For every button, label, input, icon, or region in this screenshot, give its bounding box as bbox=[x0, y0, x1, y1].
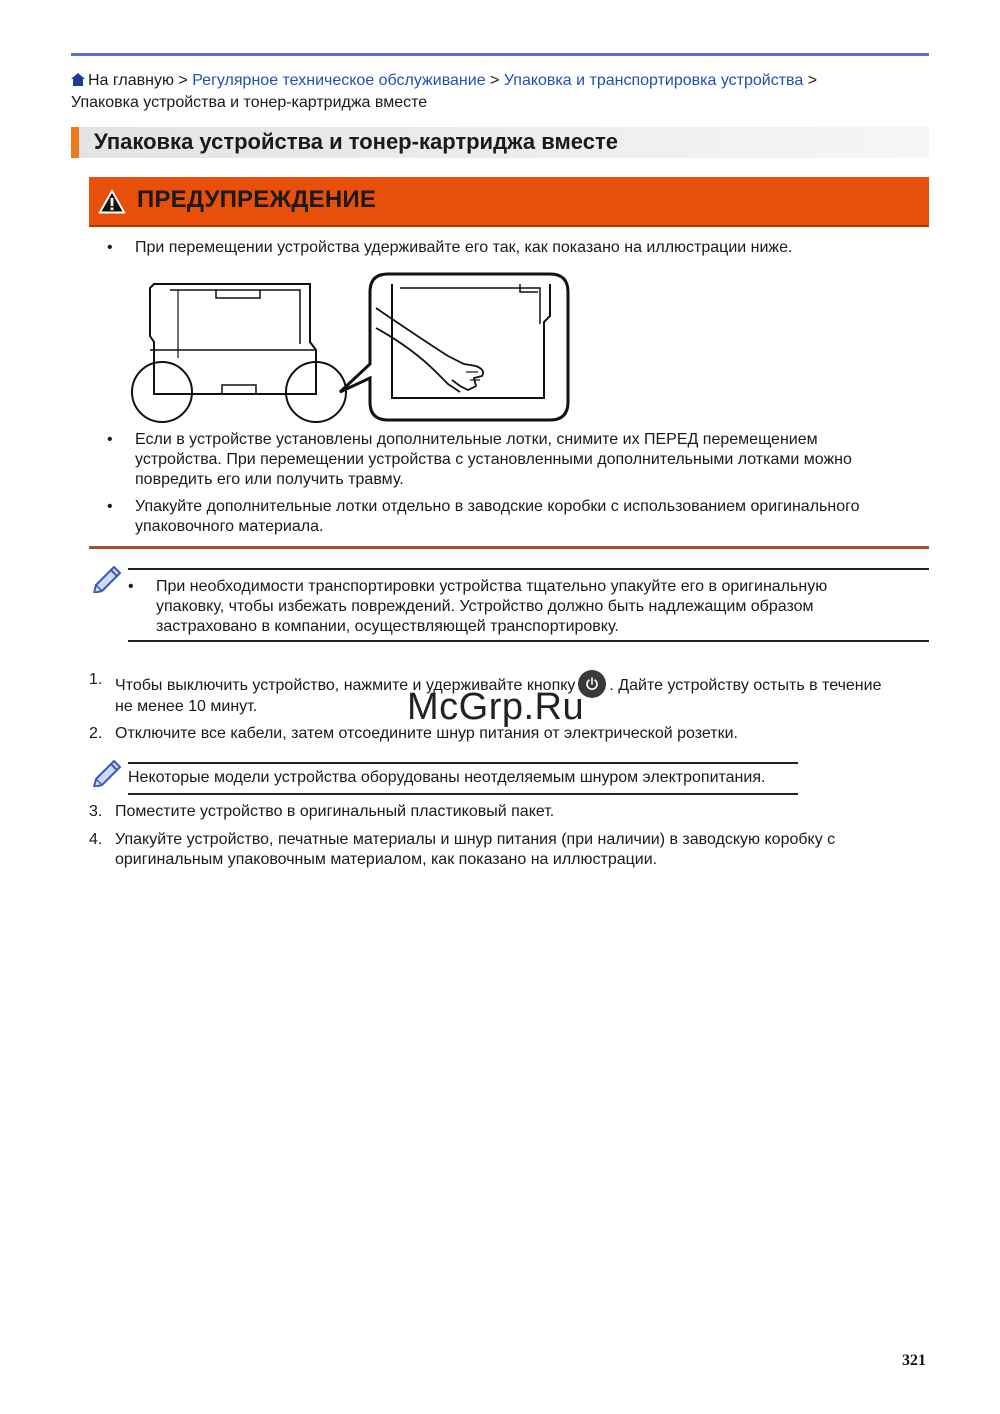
warning-item-text: При перемещении устройства удерживайте его так, как показано на иллюстрации ниже. bbox=[135, 239, 793, 256]
breadcrumb-current: Упаковка устройства и тонер-картриджа вместе bbox=[71, 94, 428, 111]
pencil-icon bbox=[90, 757, 124, 787]
breadcrumb-link-maintenance[interactable]: Регулярное техническое обслуживание bbox=[192, 72, 486, 89]
watermark: McGrp.Ru bbox=[407, 686, 585, 728]
step-text: оригинальным упаковочным материалом, как показано на иллюстрации. bbox=[115, 851, 658, 868]
step-text: не менее 10 минут. bbox=[115, 698, 258, 715]
note-text: упаковку, чтобы избежать повреждений. Устройство должно быть надлежащим образом bbox=[156, 598, 814, 615]
step-text: Упакуйте устройство, печатные материалы и шнур питания (при наличии) в заводскую коробку с bbox=[115, 831, 836, 848]
step-text: Отключите все кабели, затем отсоедините шнур питания от электрической розетки. bbox=[115, 725, 738, 742]
breadcrumb-home[interactable]: На главную bbox=[88, 72, 174, 89]
step-text-part: . Дайте устройству остыть в течение bbox=[609, 677, 882, 694]
breadcrumb-separator: > bbox=[178, 72, 188, 89]
bullet: • bbox=[107, 498, 113, 515]
bullet: • bbox=[107, 239, 113, 256]
note-text: застраховано в компании, осуществляющей транспортировку. bbox=[156, 618, 619, 635]
step-number: 3. bbox=[89, 803, 103, 820]
warning-item-text: повредить его или получить травму. bbox=[135, 471, 404, 488]
note-bottom-rule bbox=[128, 793, 798, 795]
note-top-rule bbox=[128, 568, 929, 570]
title-accent bbox=[71, 127, 79, 158]
step-number: 1. bbox=[89, 671, 103, 688]
page-number: 321 bbox=[902, 1352, 926, 1369]
note-text: Некоторые модели устройства оборудованы неотделяемым шнуром электропитания. bbox=[128, 769, 766, 786]
warning-triangle-icon bbox=[98, 189, 126, 214]
page-title: Упаковка устройства и тонер-картриджа вместе bbox=[94, 129, 618, 154]
note-bottom-rule bbox=[128, 640, 929, 642]
page-title-bar bbox=[71, 127, 929, 158]
breadcrumb-separator: > bbox=[490, 72, 500, 89]
step-number: 2. bbox=[89, 725, 103, 742]
pencil-icon bbox=[90, 563, 124, 593]
bullet: • bbox=[107, 431, 113, 448]
warning-banner bbox=[89, 177, 929, 227]
warning-end-rule bbox=[89, 546, 929, 549]
breadcrumb-separator: > bbox=[807, 72, 818, 89]
note-top-rule bbox=[128, 762, 798, 764]
home-icon bbox=[71, 73, 85, 86]
warning-item-text: упаковочного материала. bbox=[135, 518, 324, 535]
breadcrumb bbox=[71, 70, 931, 114]
bullet: • bbox=[128, 578, 134, 595]
step-text: Поместите устройство в оригинальный пластиковый пакет. bbox=[115, 803, 555, 820]
note-text: При необходимости транспортировки устройства тщательно упакуйте его в оригинальную bbox=[156, 578, 828, 595]
step-number: 4. bbox=[89, 831, 103, 848]
breadcrumb-link-packing[interactable]: Упаковка и транспортировка устройства bbox=[503, 72, 804, 89]
warning-heading: ПРЕДУПРЕЖДЕНИЕ bbox=[137, 186, 377, 213]
printer-handling-illustration bbox=[130, 268, 575, 428]
warning-item-text: устройства. При перемещении устройства с установленными дополнительными лотками можно bbox=[135, 451, 852, 468]
note-power-cord bbox=[128, 768, 808, 788]
step-text-part: Чтобы выключить устройство, нажмите и удерживайте кнопку bbox=[115, 677, 576, 694]
warning-item-text: Если в устройстве установлены дополнительные лотки, снимите их ПЕРЕД перемещением bbox=[135, 431, 818, 448]
warning-item-text: Упакуйте дополнительные лотки отдельно в заводские коробки с использованием оригинального bbox=[135, 498, 860, 515]
top-rule bbox=[71, 53, 929, 56]
